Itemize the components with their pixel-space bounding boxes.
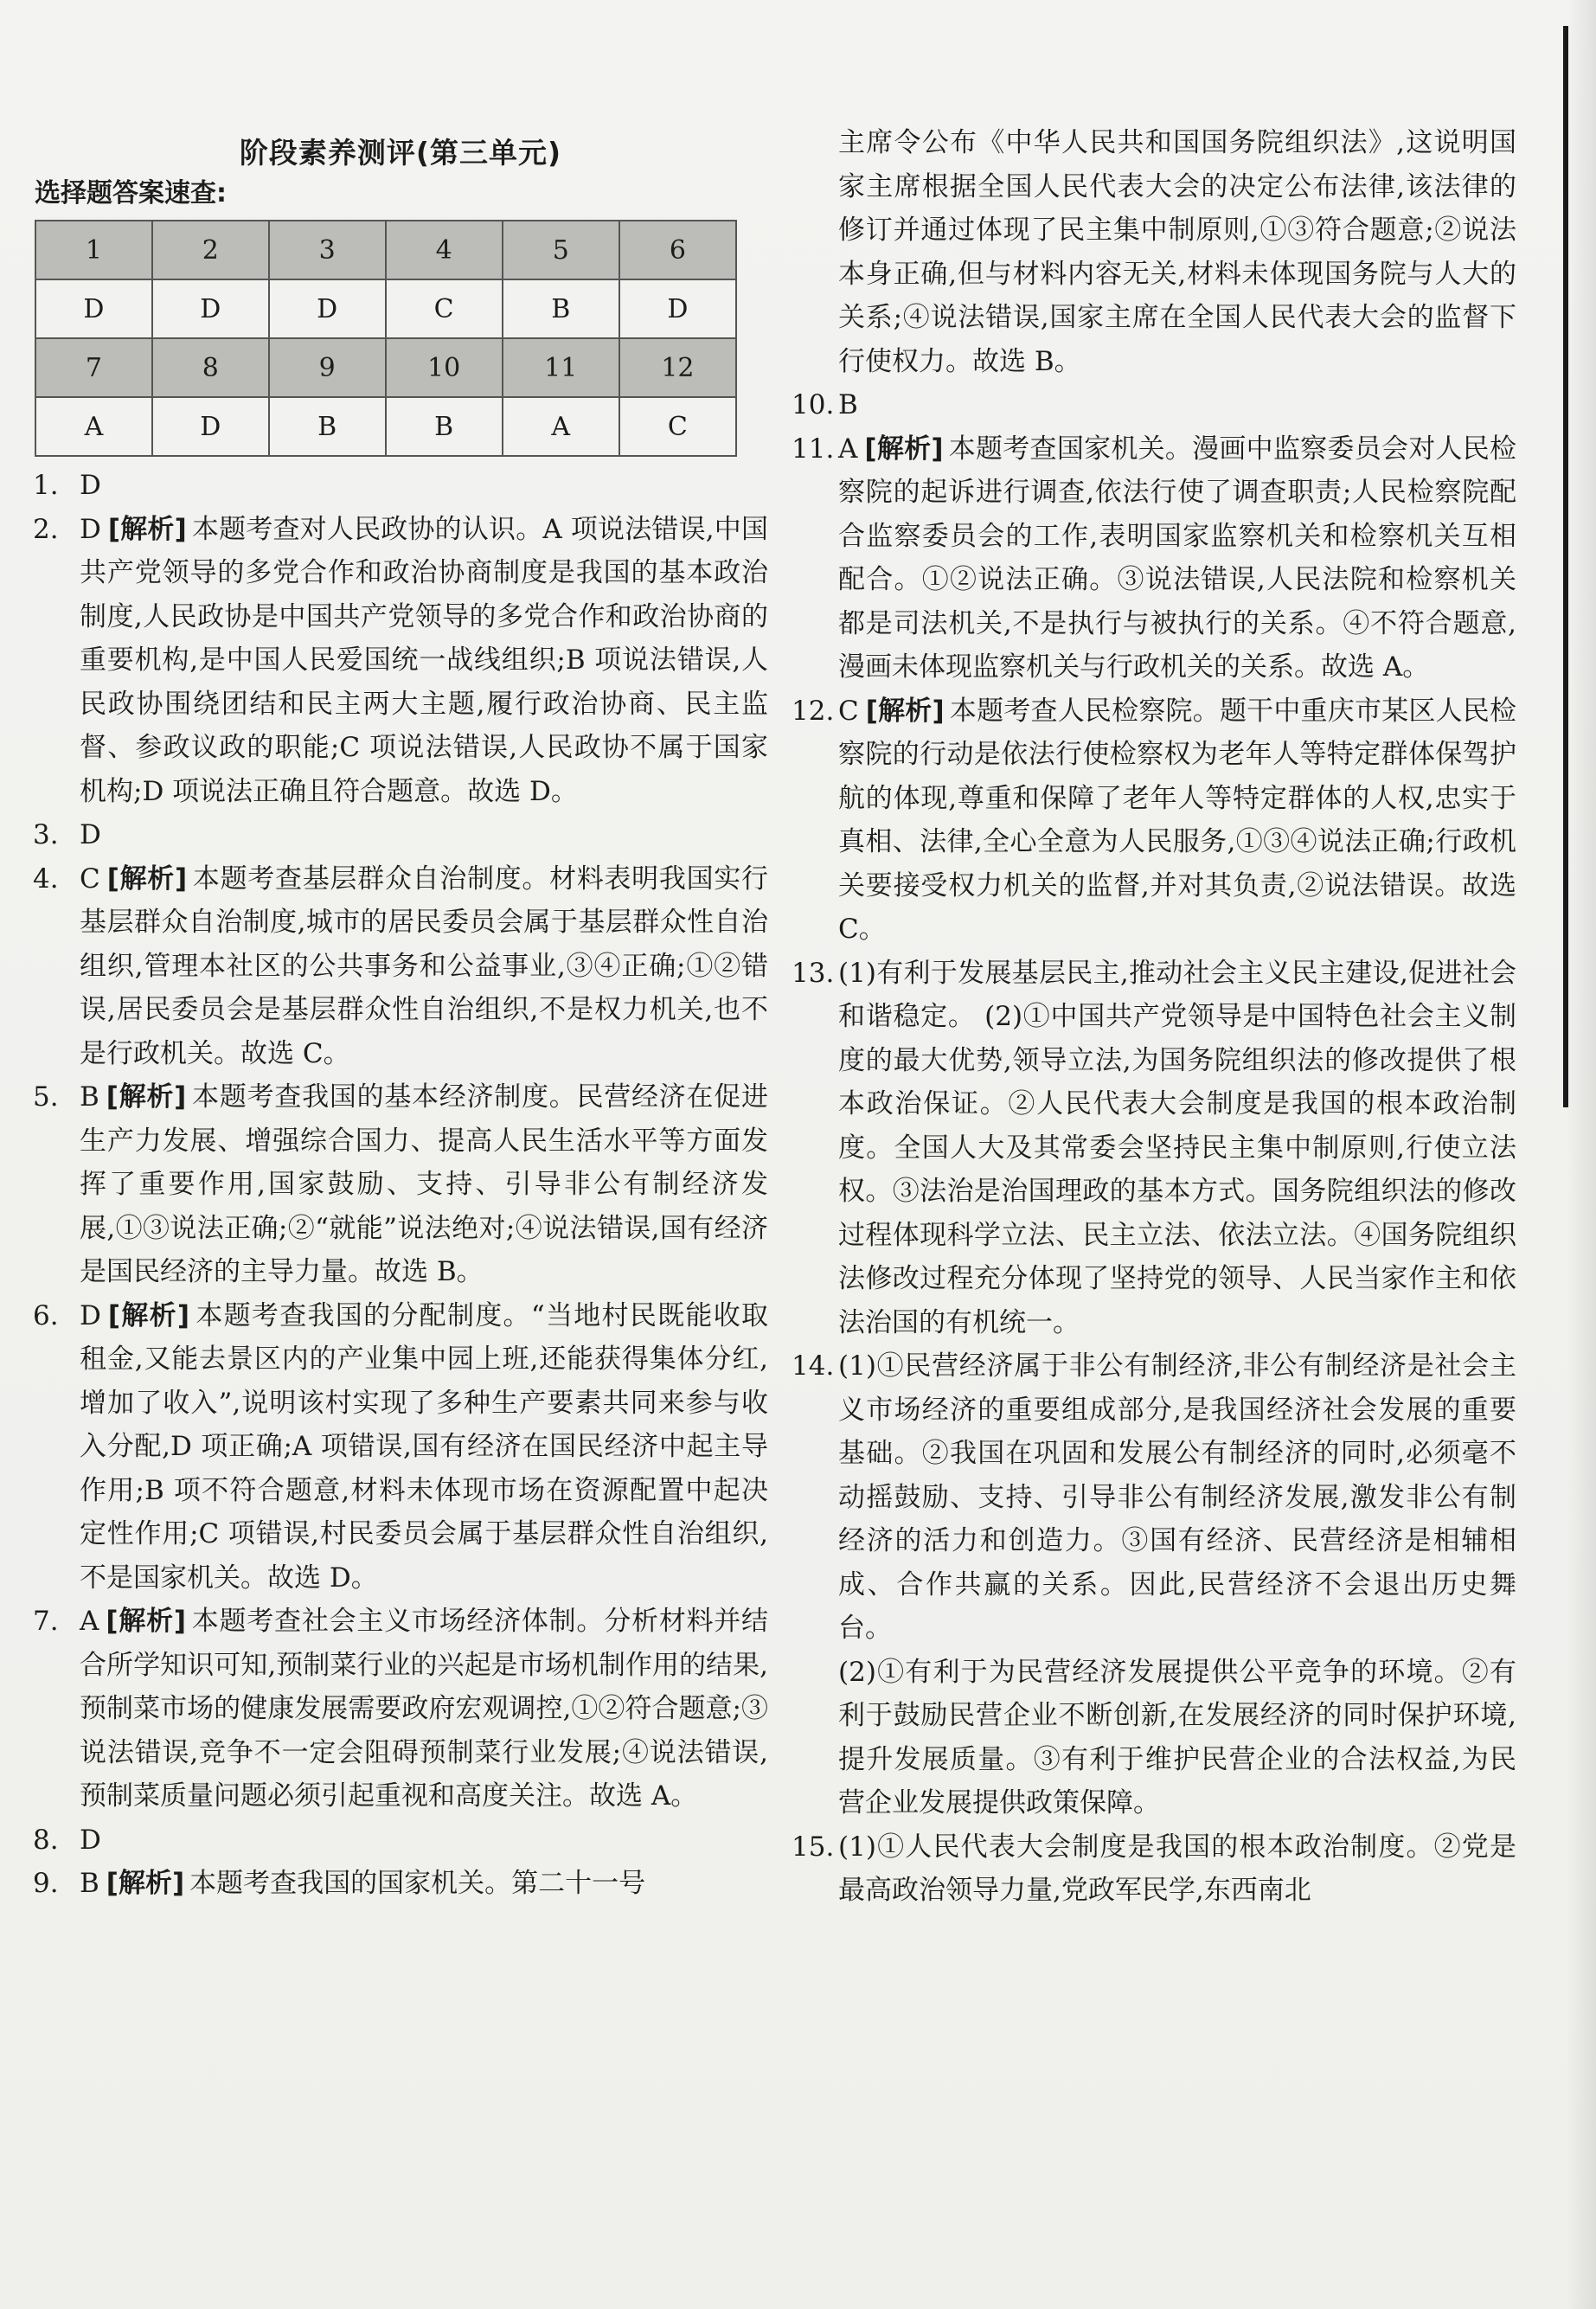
analysis-tag: [解析]	[107, 513, 187, 545]
item-explanation: 本题考查社会主义市场经济体制。分析材料并结合所学知识可知,预制菜行业的兴起是市场机制作用的结果,预制菜市场的健康发展需要政府宏观调控,①②符合题意;③说法错误,竞争不一定会阻碍预制菜行业发展;④说法错误,预制菜质量问题必须引起重视和高度关注。故选 A。	[80, 1606, 768, 1812]
item-number: 6.	[33, 1299, 59, 1331]
item-number: 12.	[792, 695, 835, 727]
answer-item	[33, 1818, 768, 1863]
analysis-tag: [解析]	[106, 1081, 187, 1113]
analysis-tag: [解析]	[106, 1868, 185, 1899]
item-explanation: 本题考查我国的基本经济制度。民营经济在促进生产力发展、增强综合国力、提高人民生活水平等方面发挥了重要作用,国家鼓励、支持、引导非公有制经济发展,①③说法正确;②“就能”说法绝对;④说法错误,国有经济是国民经济的主导力量。故选 B。	[80, 1081, 768, 1287]
item-answer: D	[80, 513, 101, 545]
item-number: 1.	[33, 470, 59, 501]
analysis-tag: [解析]	[865, 695, 945, 727]
answer-item	[33, 813, 768, 857]
answer-item	[33, 1075, 768, 1294]
answer-letter: D	[619, 279, 736, 338]
item-explanation: 本题考查我国的国家机关。第二十一号	[189, 1868, 646, 1899]
answer-table	[35, 220, 737, 457]
question-number: 10	[386, 338, 503, 397]
item-number: 2.	[33, 513, 59, 545]
item-answer: B	[80, 1081, 99, 1113]
question-number: 11	[503, 338, 619, 397]
item-number: 4.	[33, 863, 59, 895]
question-number: 3	[269, 221, 386, 279]
answer-letter: D	[152, 397, 269, 456]
right-column	[792, 121, 1516, 1913]
question-number: 12	[619, 338, 736, 397]
answer-letter: B	[386, 397, 503, 456]
answer-letter: A	[35, 397, 152, 456]
item-number: 14.	[792, 1350, 835, 1382]
answer-letter: C	[386, 279, 503, 338]
answer-letter: C	[619, 397, 736, 456]
answer-item	[33, 857, 768, 1076]
binding-edge	[1563, 26, 1568, 1107]
question-number: 7	[35, 338, 152, 397]
item-number: 10.	[792, 389, 835, 420]
item-number: 3.	[33, 819, 59, 850]
analysis-tag: [解析]	[107, 1299, 190, 1331]
item-number: 11.	[792, 433, 835, 465]
item-answer: D	[80, 470, 101, 501]
item-answer: C	[838, 695, 859, 727]
item-answer: D	[80, 1824, 101, 1856]
item-explanation: 本题考查我国的分配制度。“当地村民既能收取租金,又能去景区内的产业集中园上班,还能获得集体分红,增加了收入”,说明该村实现了多种生产要素共同来参与收入分配,D 项正确;A 项错误,国有经济在国民经济中起主导作用;B 项不符合题意,材料未体现市场在资源配置中起决定性作用;C 项错误,村民委员会属于基层群众性自治组织,不是国家机关。故选 D。	[80, 1299, 768, 1594]
item-answer: A	[80, 1606, 99, 1637]
answer-letter: B	[503, 279, 619, 338]
answer-table-row	[35, 338, 736, 397]
answer-item	[792, 1825, 1516, 1913]
item-answer: D	[80, 1299, 101, 1331]
answer-item	[792, 427, 1516, 689]
answer-table-row	[35, 279, 736, 338]
answer-item	[33, 1294, 768, 1600]
question-number: 9	[269, 338, 386, 397]
item-explanation: (1)有利于发展基层民主,推动社会主义民主建设,促进社会和谐稳定。 (2)①中国共产党领导是中国特色社会主义制度的最大优势,领导立法,为国务院组织法的修改提供了根本政治保证。②人民代表大会制度是我国的根本政治制度。全国人大及其常委会坚持民主集中制原则,行使立法权。③法治是治国理政的基本方式。国务院组织法的修改过程体现科学立法、民主立法、依法立法。④国务院组织法修改过程充分体现了坚持党的领导、人民当家作主和依法治国的有机统一。	[838, 957, 1516, 1338]
question-number: 8	[152, 338, 269, 397]
left-column	[33, 131, 768, 1906]
answer-item	[33, 464, 768, 508]
question-number: 4	[386, 221, 503, 279]
item-explanation: 本题考查对人民政协的认识。A 项说法错误,中国共产党领导的多党合作和政治协商制度是我国的基本政治制度,人民政协是中国共产党领导的多党合作和政治协商的重要机构,是中国人民爱国统一战线组织;B 项说法错误,人民政协围绕团结和民主两大主题,履行政治协商、民主监督、参政议政的职能;C 项说法错误,人民政协不属于国家机构;D 项说法正确且符合题意。故选 D。	[80, 513, 768, 807]
answer-letter: D	[269, 279, 386, 338]
item-explanation: 本题考查国家机关。漫画中监察委员会对人民检察院的起诉进行调查,依法行使了调查职责;人民检察院配合监察委员会的工作,表明国家监察机关和检察机关互相配合。①②说法正确。③说法错误,人民法院和检察机关都是司法机关,不是执行与被执行的关系。④不符合题意,漫画未体现监察机关与行政机关的关系。故选 A。	[838, 433, 1516, 683]
analysis-tag: [解析]	[106, 1606, 187, 1637]
analysis-tag: [解析]	[864, 433, 944, 465]
answer-item	[792, 689, 1516, 952]
item-explanation: (1)①民营经济属于非公有制经济,非公有制经济是社会主义市场经济的重要组成部分,是我国经济社会发展的重要基础。②我国在巩固和发展公有制经济的同时,必须毫不动摇鼓励、支持、引导非公有制经济发展,激发非公有制经济的活力和创造力。③国有经济、民营经济是相辅相成、合作共赢的关系。因此,民营经济不会退出历史舞台。	[838, 1350, 1516, 1644]
item-number: 9.	[33, 1868, 59, 1899]
item-14-part-2: (2)①有利于为民营经济发展提供公平竞争的环境。②有利于鼓励民营企业不断创新,在发展经济的同时保护环境,提升发展质量。③有利于维护民营企业的合法权益,为民营企业发展提供政策保障。	[838, 1656, 1516, 1818]
item-answer: A	[838, 433, 858, 465]
item-answer: C	[80, 863, 100, 895]
answer-item	[792, 1344, 1516, 1651]
item-answer: D	[80, 819, 101, 850]
item-number: 13.	[792, 957, 835, 989]
answer-item	[792, 383, 1516, 427]
answer-section-heading: 选择题答案速查:	[35, 178, 227, 208]
answer-letter: B	[269, 397, 386, 456]
question-number: 1	[35, 221, 152, 279]
answer-item	[33, 1862, 768, 1906]
item-number: 8.	[33, 1824, 59, 1856]
answer-letter: D	[152, 279, 269, 338]
item-answer: B	[838, 389, 858, 420]
answer-letter: D	[35, 279, 152, 338]
item-explanation: 本题考查人民检察院。题干中重庆市某区人民检察院的行动是依法行使检察权为老年人等特定群体保驾护航的体现,尊重和保障了老年人等特定群体的人权,忠实于真相、法律,全心全意为人民服务,①③④说法正确;行政机关要接受权力机关的监督,并对其负责,②说法错误。故选 C。	[838, 695, 1516, 945]
item-number: 5.	[33, 1081, 59, 1113]
item-number: 15.	[792, 1831, 835, 1863]
page-title: 阶段素养测评(第三单元)	[239, 136, 562, 170]
answer-table-row	[35, 221, 736, 279]
item-9-continuation: 主席令公布《中华人民共和国国务院组织法》,这说明国家主席根据全国人民代表大会的决定公布法律,该法律的修订并通过体现了民主集中制原则,①③符合题意;②说法本身正确,但与材料内容无关,材料未体现国务院与人大的关系;④说法错误,国家主席在全国人民代表大会的监督下行使权力。故选 B。	[838, 127, 1516, 377]
answer-item	[33, 508, 768, 814]
question-number: 5	[503, 221, 619, 279]
question-number: 2	[152, 221, 269, 279]
item-answer: B	[80, 1868, 99, 1899]
item-number: 7.	[33, 1606, 59, 1637]
item-explanation: (1)①人民代表大会制度是我国的根本政治制度。②党是最高政治领导力量,党政军民学,东西南北	[838, 1831, 1516, 1906]
question-number: 6	[619, 221, 736, 279]
answer-item	[33, 1600, 768, 1818]
analysis-tag: [解析]	[106, 863, 188, 895]
answer-letter: A	[503, 397, 619, 456]
item-explanation: 本题考查基层群众自治制度。材料表明我国实行基层群众自治制度,城市的居民委员会属于基层群众性自治组织,管理本社区的公共事务和公益事业,③④正确;①②错误,居民委员会是基层群众性自治组织,不是权力机关,也不是行政机关。故选 C。	[80, 863, 768, 1069]
page-edge-shadow	[1567, 0, 1596, 2309]
answer-table-row	[35, 397, 736, 456]
answer-item	[792, 952, 1516, 1345]
